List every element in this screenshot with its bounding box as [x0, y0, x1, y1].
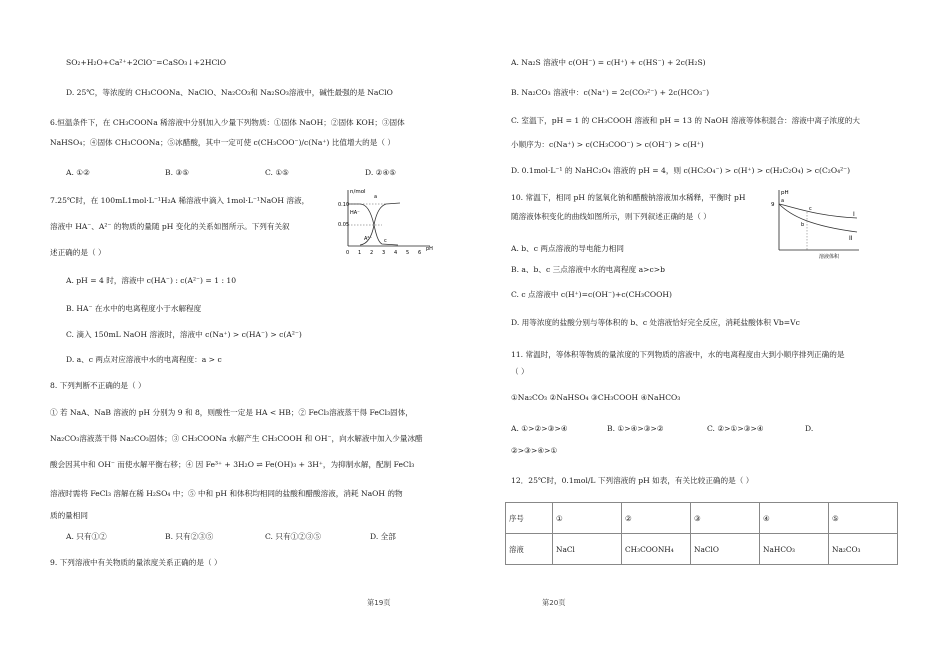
- q8-item-line1: ① 若 NaA、NaB 溶液的 pH 分别为 9 和 8，则酸性一定是 HA < HB；② FeCl₃溶液蒸干得 FeCl₃固体，: [50, 408, 413, 417]
- q10-option-d: D. 用等浓度的盐酸分别与等体积的 b、c 处溶液恰好完全反应，消耗盐酸体积 Vb=Vc: [511, 318, 800, 327]
- q6-option-a: A. ①②: [66, 168, 90, 177]
- q5-option-c-tail: SO₂+H₂O+Ca²⁺+2ClO⁻=CaSO₃↓+2HClO: [66, 58, 226, 67]
- q10-label-c: c: [809, 206, 812, 212]
- q7-label-a2: A²⁻: [364, 236, 373, 242]
- q8-option-c: C. 只有①②③⑤: [265, 532, 321, 541]
- page-number-20: 第20页: [542, 598, 566, 607]
- q8-option-b: B. 只有②③⑤: [165, 532, 214, 541]
- q12-cell: NaClO: [691, 534, 760, 565]
- q10-xlabel: 溶液体积: [819, 254, 840, 260]
- q7-xlabel: pH: [426, 246, 433, 252]
- q7-ytick-010: 0.10: [338, 202, 350, 208]
- q12-cell: ⑤: [829, 503, 898, 534]
- q11-items: ①Na₂CO₃ ②NaHSO₄ ③CH₃COOH ④NaHCO₃: [511, 393, 681, 402]
- q7-xtick: 6: [418, 250, 422, 256]
- q8-item-line5: 质的量相同: [50, 511, 88, 520]
- q11-option-d: D.: [805, 424, 814, 433]
- q12-cell: NaCl: [553, 534, 622, 565]
- q8-item-line2: Na₂CO₃溶液蒸干得 Na₂CO₃固体；③ CH₃COONa 水解产生 CH₃COOH 和 OH⁻，向水解液中加入少量冰醋: [50, 434, 423, 443]
- q12-stem: 12．25℃时，0.1mol/L 下列溶液的 pH 如表，有关比较正确的是（ ）: [511, 476, 754, 485]
- q7-figure: [338, 186, 438, 264]
- q8-option-a: A. 只有①②: [66, 532, 107, 541]
- q11-option-c: C. ②>①>③>④: [707, 424, 764, 433]
- q7-option-b: B. HA⁻ 在水中的电离程度小于水解程度: [66, 304, 202, 313]
- q12-cell: CH₃COONH₄: [622, 534, 691, 565]
- page-20: [475, 0, 950, 658]
- q7-ylabel: n/mol: [350, 189, 366, 195]
- q10-option-c: C. c 点溶液中 c(H⁺)=c(OH⁻)+c(CH₃COOH): [511, 290, 672, 299]
- q10-curve-ii: [779, 204, 857, 232]
- q8-item-line4: 溶液时需将 FeCl₃ 溶解在稀 H₂SO₄ 中；⑤ 中和 pH 和体积均相同的盐酸和醋酸溶液，消耗 NaOH 的物: [50, 489, 403, 498]
- q12-row-label: 序号: [506, 503, 553, 534]
- q9-option-c-line1: C. 室温下，pH = 1 的 CH₃COOH 溶液和 pH = 13 的 NaOH 溶液等体积混合：溶液中离子浓度的大: [511, 116, 860, 125]
- q7-stem-line2: 溶液中 HA⁻、A²⁻ 的物质的量随 pH 变化的关系如图所示。下列有关叙: [50, 222, 290, 231]
- q7-stem-line1: 7.25℃时，在 100mL1mol·L⁻¹H₂A 稀溶液中滴入 1mol·L⁻¹NaOH 溶液，: [50, 196, 310, 205]
- q9-option-d: D. 0.1mol·L⁻¹ 的 NaHC₂O₄ 溶液的 pH = 4，则 c(HC₂O₄⁻) > c(H⁺) > c(H₂C₂O₄) > c(C₂O₄²⁻): [511, 166, 851, 175]
- q7-xtick: 1: [358, 250, 362, 256]
- q7-xtick: 3: [382, 250, 386, 256]
- q12-cell: ②: [622, 503, 691, 534]
- q7-ytick-005: 0.05: [338, 222, 350, 228]
- q10-figure: [767, 186, 863, 260]
- q12-table: [505, 502, 898, 565]
- q10-label-a: a: [781, 198, 785, 204]
- q12-cell: NaHCO₃: [760, 534, 829, 565]
- q12-cell: Na₂CO₃: [829, 534, 898, 565]
- q11-stem-line1: 11. 常温时，等体积等物质的量浓度的下列物质的溶液中，水的电离程度由大到小顺序排列正确的是: [511, 350, 845, 359]
- q12-table-row-solution: [506, 534, 898, 565]
- q6-option-c: C. ①⑤: [265, 168, 289, 177]
- q10-option-a: A. b、c 两点溶液的导电能力相同: [511, 244, 624, 253]
- q6-option-b: B. ③⑤: [165, 168, 190, 177]
- q7-xtick: 0: [346, 250, 350, 256]
- q10-stem-line2: 随溶液体积变化的曲线如图所示，则下列叙述正确的是（ ）: [511, 212, 711, 221]
- q7-option-a: A. pH = 4 时，溶液中 c(HA⁻) : c(A²⁻) = 1 : 10: [66, 276, 237, 285]
- q10-ytick-9: 9: [771, 202, 775, 208]
- q7-stem-line3: 述正确的是（ ）: [50, 248, 106, 257]
- q7-xtick: 5: [406, 250, 410, 256]
- q12-row-label: 溶液: [506, 534, 553, 565]
- q10-curve-i: [779, 204, 857, 218]
- q7-option-d: D. a、c 两点对应溶液中水的电离程度：a > c: [66, 355, 222, 364]
- q11-option-a: A. ①>②>③>④: [511, 424, 568, 433]
- q6-stem-line1: 6.恒温条件下，在 CH₃COONa 稀溶液中分别加入少量下列物质：①固体 NaOH；②固体 KOH；③固体: [50, 118, 405, 127]
- q12-table-row-index: [506, 503, 898, 534]
- q11-option-b: B. ①>④>③>②: [607, 424, 664, 433]
- q10-label-ii: II: [849, 235, 853, 242]
- q12-cell: ④: [760, 503, 829, 534]
- q12-cell: ③: [691, 503, 760, 534]
- q6-option-d: D. ②④⑤: [365, 168, 397, 177]
- q10-label-i: I: [853, 211, 855, 218]
- page-number-19: 第19页: [367, 598, 391, 607]
- q9-option-a: A. Na₂S 溶液中 c(OH⁻) = c(H⁺) + c(HS⁻) + 2c(H₂S): [511, 58, 706, 67]
- q8-option-d: D. 全部: [370, 532, 396, 541]
- q12-cell: ①: [553, 503, 622, 534]
- q9-option-c-line2: 小顺序为：c(Na⁺) > c(CH₃COO⁻) > c(OH⁻) > c(H⁺): [511, 140, 704, 149]
- q7-label-c: c: [384, 238, 387, 244]
- q7-xtick: 4: [394, 250, 398, 256]
- q7-label-a: a: [374, 194, 378, 200]
- q10-stem-line1: 10. 常温下，相同 pH 的氢氧化钠和醋酸钠溶液加水稀释，平衡时 pH: [511, 193, 746, 202]
- q5-option-d: D. 25℃，等浓度的 CH₃COONa、NaClO、Na₂CO₃和 Na₂SO₃溶液中，碱性最强的是 NaClO: [66, 88, 393, 97]
- q7-label-ha: HA⁻: [350, 210, 360, 216]
- q6-stem-line2: NaHSO₄；④固体 CH₃COONa；⑤冰醋酸，其中一定可使 c(CH₃COO⁻)/c(Na⁺) 比值增大的是（ ）: [50, 138, 395, 147]
- q10-ylabel: pH: [781, 190, 789, 196]
- q10-option-b: B. a、b、c 三点溶液中水的电离程度 a>c>b: [511, 265, 665, 274]
- q7-xtick: 2: [370, 250, 374, 256]
- q11-option-d-tail: ②>③>④>①: [511, 446, 558, 455]
- q11-stem-line2: （ ）: [511, 367, 529, 376]
- q8-item-line3: 酸会因其中和 OH⁻ 而使水解平衡右移；④ 因 Fe³⁺ + 3H₂O ⇌ Fe(OH)₃ + 3H⁺，为抑制水解，配制 FeCl₃: [50, 460, 415, 469]
- q8-stem: 8. 下列判断不正确的是（ ）: [50, 381, 146, 390]
- q9-option-b: B. Na₂CO₃ 溶液中：c(Na⁺) = 2c(CO₃²⁻) + 2c(HCO₃⁻): [511, 88, 710, 97]
- q10-label-b: b: [801, 222, 805, 228]
- q9-stem: 9. 下列溶液中有关物质的量浓度关系正确的是（ ）: [50, 558, 222, 567]
- q7-option-c: C. 滴入 150mL NaOH 溶液时，溶液中 c(Na⁺) > c(HA⁻) > c(A²⁻): [66, 330, 302, 339]
